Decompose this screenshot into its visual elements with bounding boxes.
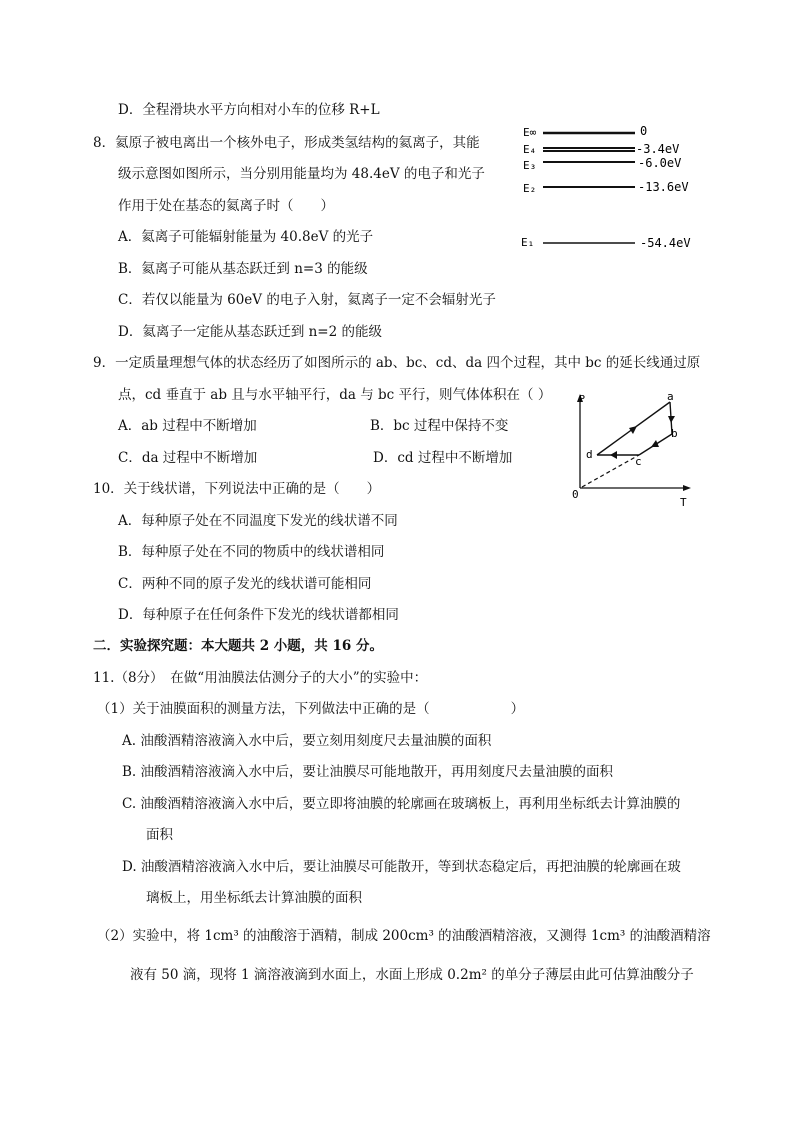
q8-stem-line1: 8．氦原子被电离出一个核外电子，形成类氢结构的氦离子，其能 (93, 135, 480, 151)
q9-option-d: D．cd 过程中不断增加 (373, 450, 513, 466)
p-axis-label: P (579, 394, 586, 405)
q8-option-c: C．若仅以能量为 60eV 的电子入射，氦离子一定不会辐射光子 (118, 292, 496, 308)
level-inf-value: 0 (640, 124, 648, 138)
q11-option-d-line1: D. 油酸酒精溶液滴入水中后，要让油膜尽可能散开，等到状态稳定后，再把油膜的轮廓画在玻 (122, 859, 681, 875)
point-d: d (586, 448, 593, 461)
q9-option-b: B．bc 过程中保持不变 (370, 418, 509, 434)
q8-stem-line3: 作用于处在基态的氦离子时（ ） (118, 198, 334, 214)
energy-level-diagram (515, 120, 705, 255)
q10-option-d: D．每种原子在任何条件下发光的线状谱都相同 (118, 607, 399, 623)
pt-diagram (565, 390, 695, 510)
origin-label: 0 (572, 488, 579, 501)
level-3-name: E₃ (523, 159, 537, 172)
q10-option-a: A．每种原子处在不同温度下发光的线状谱不同 (118, 513, 398, 529)
level-4 (523, 142, 679, 156)
q9-option-c: C．da 过程中不断增加 (118, 450, 258, 466)
level-1-name: E₁ (521, 236, 535, 249)
level-4-name: E₄ (523, 143, 537, 156)
arrow-cd (610, 451, 617, 459)
level-1 (521, 236, 691, 250)
q11-option-c-line2: 面积 (146, 827, 173, 843)
t-axis-label: T (680, 496, 687, 509)
q11-stem: 11.（8分） 在做“用油膜法估测分子的大小”的实验中： (93, 670, 428, 686)
q9-stem-line1: 9．一定质量理想气体的状态经历了如图所示的 ab、bc、cd、da 四个过程，其中 bc 的延长线通过原 (93, 355, 701, 371)
q10-option-c: C．两种不同的原子发光的线状谱可能相同 (118, 576, 372, 592)
level-2-name: E₂ (523, 182, 537, 195)
q10-option-b: B．每种原子处在不同的物质中的线状谱相同 (118, 544, 385, 560)
level-3 (523, 156, 681, 172)
q7-option-d: D．全程滑块水平方向相对小车的位移 R+L (118, 102, 380, 118)
level-4-value: -3.4eV (636, 142, 680, 156)
level-inf (523, 124, 647, 139)
level-2-value: -13.6eV (638, 180, 689, 194)
arrow-ab (668, 416, 675, 423)
q11-option-c-line1: C. 油酸酒精溶液滴入水中后，要立即将油膜的轮廓画在玻璃板上，再利用坐标纸去计算油膜的 (122, 796, 681, 812)
section-2-heading: 二．实验探究题：本大题共 2 小题，共 16 分。 (93, 638, 383, 654)
q8-option-d: D．氦离子一定能从基态跃迁到 n=2 的能级 (118, 324, 383, 340)
level-3-value: -6.0eV (638, 156, 682, 170)
q8-option-b: B．氦离子可能从基态跃迁到 n=3 的能级 (118, 261, 368, 277)
point-b: b (671, 427, 678, 440)
q9-option-a: A．ab 过程中不断增加 (118, 418, 257, 434)
q9-stem-line2: 点，cd 垂直于 ab 且与水平轴平行，da 与 bc 平行，则气体体积在（ ） (118, 387, 552, 403)
level-2 (523, 180, 689, 195)
q11-part1: （1）关于油膜面积的测量方法，下列做法中正确的是（ ） (97, 701, 525, 717)
point-c: c (635, 455, 642, 468)
q11-option-d-line2: 璃板上，用坐标纸去计算油膜的面积 (146, 890, 362, 906)
q11-part2-line2: 液有 50 滴，现将 1 滴溶液滴到水面上，水面上形成 0.2m² 的单分子薄层由此可估算油酸分子 (130, 967, 694, 983)
q10-stem: 10．关于线状谱，下列说法中正确的是（ ） (93, 481, 381, 497)
q8-option-a: A．氦离子可能辐射能量为 40.8eV 的光子 (118, 229, 374, 245)
level-1-value: -54.4eV (640, 236, 691, 250)
point-a: a (667, 390, 674, 403)
q8-stem-line2: 级示意图如图所示，当分别用能量均为 48.4eV 的电子和光子 (118, 166, 485, 182)
q11-part2-line1: （2）实验中，将 1cm³ 的油酸溶于酒精，制成 200cm³ 的油酸酒精溶液，又测得 1cm³ 的油酸酒精溶 (97, 928, 711, 944)
q11-option-b: B. 油酸酒精溶液滴入水中后，要让油膜尽可能地散开，再用刻度尺去量油膜的面积 (122, 764, 614, 780)
level-inf-name: E∞ (523, 126, 537, 139)
q11-option-a: A. 油酸酒精溶液滴入水中后，要立刻用刻度尺去量油膜的面积 (122, 733, 492, 749)
arrow-da (629, 426, 637, 434)
